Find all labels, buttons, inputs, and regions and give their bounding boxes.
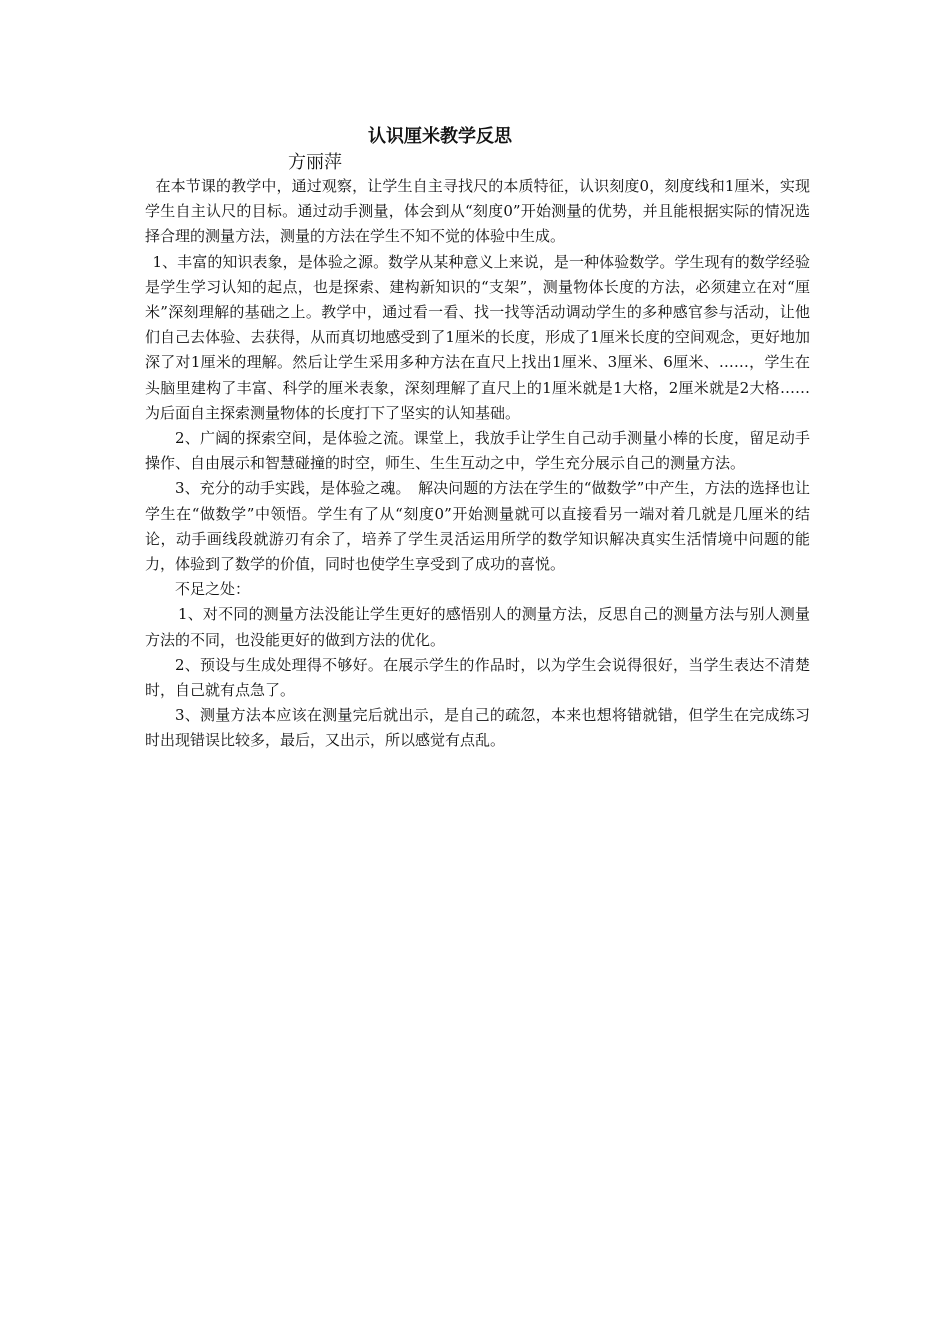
shortcomings-heading: 不足之处： — [175, 580, 251, 599]
paragraph-point-1: 1、丰富的知识表象，是体验之源。数学从某种意义上来说，是一种体验数学。学生现有的数学经验是学生学习认知的起点，也是探索、建构新知识的“支架”，测量物体长度的方法，必须建立在对“厘米”深刻理解的基础之上。教学中，通过看一看、找一找等活动调动学生的多种感官参与活动，让他们自己去体验、去获得，从而真切地感受到了1厘米的长度，形成了1厘米长度的空间观念，更好地加深了对1厘米的理解。然后让学生采用多种方法在直尺上找出1厘米、3厘米、6厘米、……，学生在头脑里建构了丰富、科学的厘米表象，深刻理解了直尺上的1厘米就是1大格，2厘米就是2大格……为后面自主探索测量物体的长度打下了坚实的认知基础。 — [145, 252, 810, 422]
paragraph-point-2: 2、广阔的探索空间，是体验之流。课堂上，我放手让学生自己动手测量小棒的长度，留足动手操作、自由展示和智慧碰撞的时空，师生、生生互动之中，学生充分展示自己的测量方法。 — [145, 429, 810, 473]
author-name: 方丽萍 — [288, 152, 342, 173]
shortcoming-3: 3、测量方法本应该在测量完后就出示，是自己的疏忽，本来也想将错就错，但学生在完成练习时出现错误比较多，最后，又出示，所以感觉有点乱。 — [145, 706, 810, 750]
paragraph-point-3: 3、充分的动手实践，是体验之魂。 解决问题的方法在学生的“做数学”中产生，方法的选择也让学生在“做数学”中领悟。学生有了从“刻度0”开始测量就可以直接看另一端对着几就是几厘米的结论，动手画线段就游刃有余了，培养了学生灵活运用所学的数学知识解决真实生活情境中问题的能力，体验到了数学的价值，同时也使学生享受到了成功的喜悦。 — [145, 479, 810, 574]
shortcoming-2: 2、预设与生成处理得不够好。在展示学生的作品时，以为学生会说得很好，当学生表达不清楚时，自己就有点急了。 — [145, 655, 810, 700]
shortcoming-1: 1、对不同的测量方法没能让学生更好的感悟别人的测量方法，反思自己的测量方法与别人测量方法的不同，也没能更好的做到方法的优化。 — [145, 605, 810, 649]
document-body — [145, 174, 810, 754]
intro-paragraph: 在本节课的教学中，通过观察，让学生自主寻找尺的本质特征，认识刻度0，刻度线和1厘米，实现学生自主认尺的目标。通过动手测量，体会到从“刻度0”开始测量的优势，并且能根据实际的情况选择合理的测量方法，测量的方法在学生不知不觉的体验中生成。 — [145, 177, 810, 246]
document-title: 认识厘米教学反思 — [368, 126, 512, 147]
